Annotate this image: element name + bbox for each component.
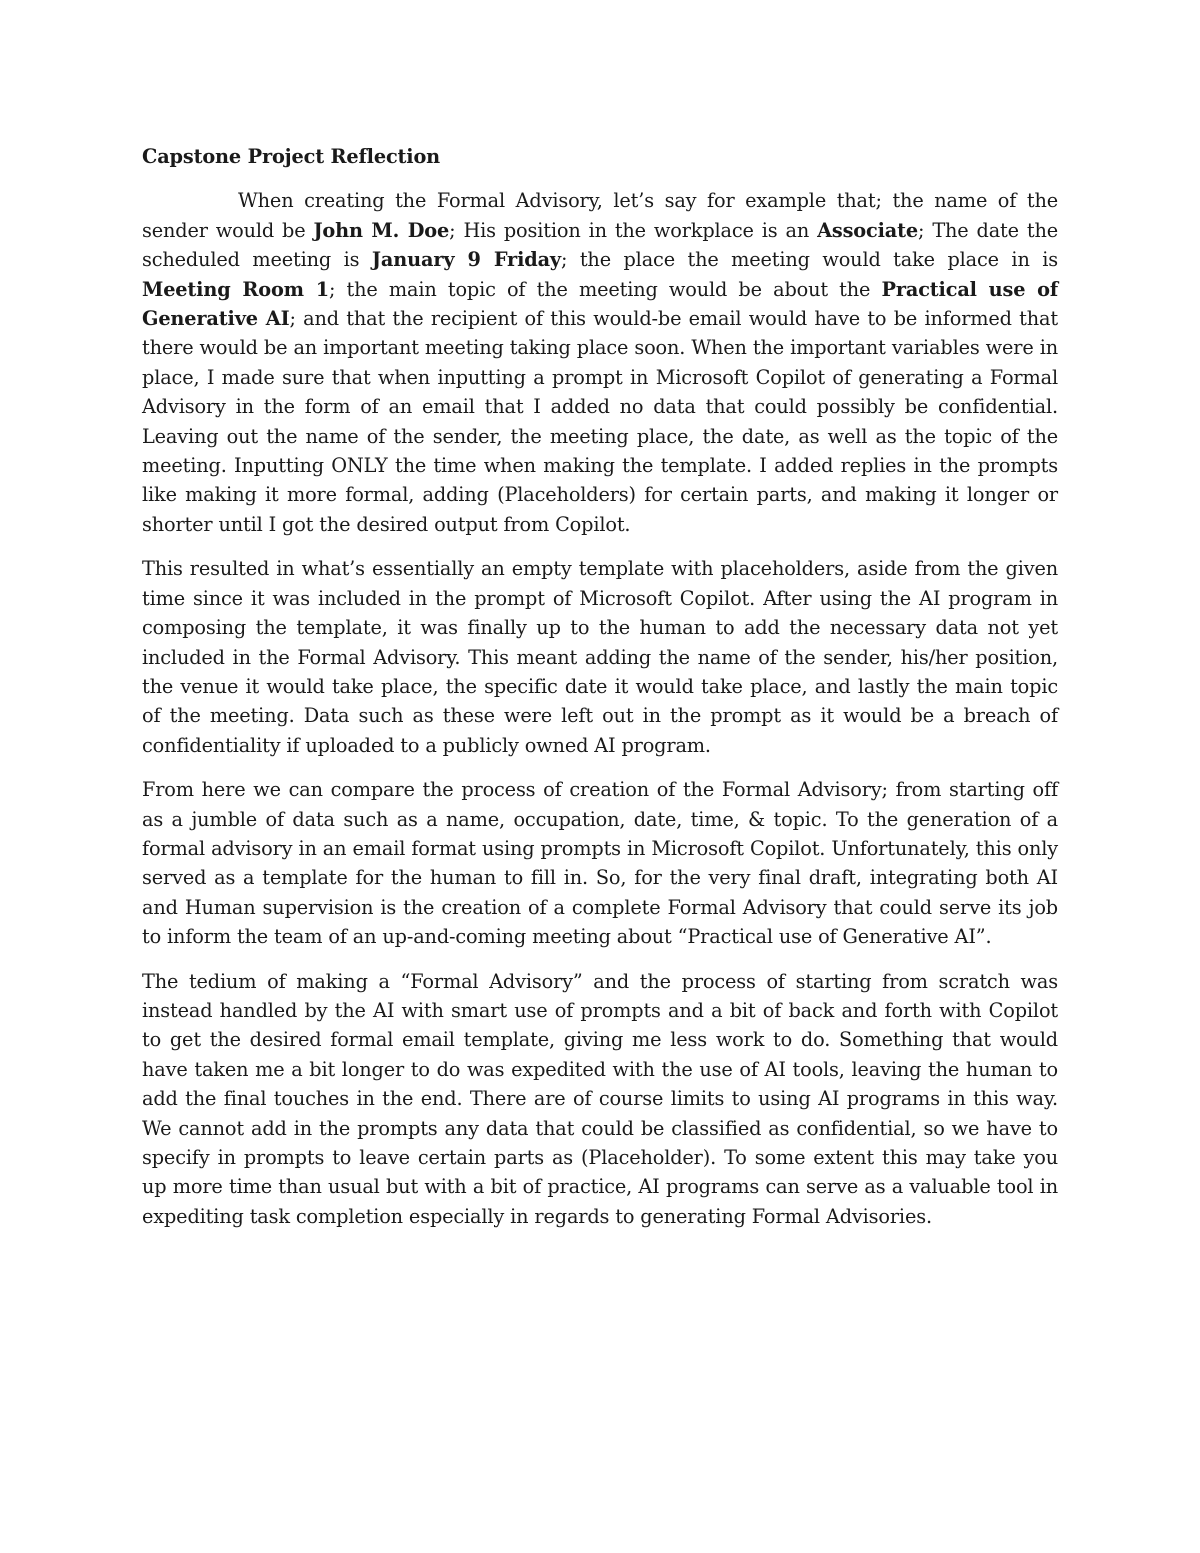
meeting-topic: Practical use of Generative AI [142,277,1058,331]
meeting-date: January 9 Friday [371,248,561,272]
document-title: Capstone Project Reflection [142,145,441,168]
paragraph-1-text-5: ; the main topic of the meeting would be about the [328,277,882,301]
paragraph-1-text-6: ; and that the recipient of this would-be email would have to be informed that there would be an important meeting taking place soon. When the important variables were in place, I made sure that when inputting a prompt in Microsoft Copilot of generating a Formal Advisory in the form of an email that I added no data that could possibly be confidential. Leaving out the name of the sender, the meeting place, the date, as well as the topic of the meeting. Inputting ONLY the time when making the template. I added replies in the prompts like making it more formal, adding (Placeholders) for certain parts, and making it longer or shorter until I got the desired output from Copilot. [142,307,1058,536]
paragraph-1 [142,186,1058,539]
meeting-place: Meeting Room 1 [142,277,329,301]
paragraph-1-text-1: When creating the Formal Advisory, let’s say for example that; the name of the sender would be [142,189,1058,242]
sender-position: Associate [817,218,918,242]
paragraph-1-text-4: ; the place the meeting would take place in is [560,248,1058,272]
paragraph-4: The tedium of making a “Formal Advisory” and the process of starting from scratch was instead handled by the AI with smart use of prompts and a bit of back and forth with Copilot to get the desired formal email template, giving me less work to do. Something that would have taken me a bit longer to do was expedited with the use of AI tools, leaving the human to add the final touches in the end. There are of course limits to using AI programs in this way. We cannot add in the prompts any data that could be classified as confidential, so we have to specify in prompts to leave certain parts as (Placeholder). To some extent this may take you up more time than usual but with a bit of practice, AI programs can serve as a valuable tool in expediting task completion especially in regards to generating Formal Advisories. [142,969,1058,1228]
sender-name: John M. Doe [313,218,450,242]
paragraph-3: From here we can compare the process of creation of the Formal Advisory; from starting off as a jumble of data such as a name, occupation, date, time, & topic. To the generation of a formal advisory in an email format using prompts in Microsoft Copilot. Unfortunately, this only served as a template for the human to fill in. So, for the very final draft, integrating both AI and Human supervision is the creation of a complete Formal Advisory that could serve its job to inform the team of an up-and-coming meeting about “Practical use of Generative AI”. [142,778,1058,949]
document-body [142,142,1058,1246]
paragraph-2: This resulted in what’s essentially an empty template with placeholders, aside from the given time since it was included in the prompt of Microsoft Copilot. After using the AI program in composing the template, it was finally up to the human to add the necessary data not yet included in the Formal Advisory. This meant adding the name of the sender, his/her position, the venue it would take place, the specific date it would take place, and lastly the main topic of the meeting. Data such as these were left out in the prompt as it would be a breach of confidentiality if uploaded to a publicly owned AI program. [142,557,1058,757]
paragraph-1-text-3: ; The date the scheduled meeting is [142,218,1059,272]
paragraph-1-text-2: ; His position in the workplace is an [449,218,818,242]
